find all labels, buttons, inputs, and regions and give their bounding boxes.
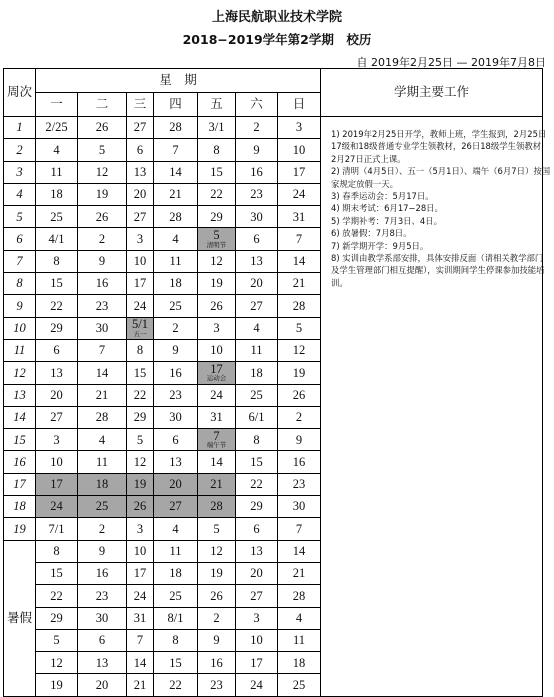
- day-cell: 18: [78, 473, 127, 495]
- weekday-header: 二: [78, 93, 127, 117]
- day-cell: 28: [154, 117, 198, 139]
- holiday-note: 运动会: [206, 375, 227, 383]
- day-cell: 5: [278, 317, 321, 339]
- day-cell: 28: [78, 406, 127, 428]
- day-cell: 14: [154, 161, 198, 183]
- day-cell: 13: [236, 540, 278, 562]
- day-cell: 8: [127, 339, 154, 361]
- day-cell: 18: [154, 273, 198, 295]
- day-cell: 23: [78, 585, 127, 607]
- weekday-header: 三: [127, 93, 154, 117]
- day-number: 7: [213, 428, 220, 443]
- day-cell: 20: [127, 183, 154, 205]
- day-cell: [127, 317, 154, 339]
- vacation-label: 暑假: [4, 540, 36, 696]
- day-cell: 3: [198, 317, 236, 339]
- day-cell: 10: [278, 139, 321, 161]
- day-cell: 3: [36, 429, 78, 451]
- day-cell: 4: [36, 139, 78, 161]
- day-cell: 9: [154, 339, 198, 361]
- day-cell: 13: [78, 652, 127, 674]
- day-cell: 15: [36, 273, 78, 295]
- day-cell: 28: [278, 585, 321, 607]
- weekday-header: 六: [236, 93, 278, 117]
- day-cell: 26: [78, 206, 127, 228]
- week-number: 13: [4, 384, 36, 406]
- day-cell: 18: [236, 362, 278, 384]
- day-cell: 21: [278, 562, 321, 584]
- day-cell: 2/25: [36, 117, 78, 139]
- day-cell: 2: [78, 518, 127, 540]
- week-number: 17: [4, 473, 36, 495]
- week-number: 1: [4, 117, 36, 139]
- day-cell: 5: [127, 429, 154, 451]
- day-number: 5: [213, 228, 220, 243]
- day-cell: 21: [198, 473, 236, 495]
- day-cell: 18: [278, 652, 321, 674]
- day-cell: 6: [236, 228, 278, 250]
- week-number-header: 周次: [4, 69, 36, 117]
- day-cell: 17: [36, 473, 78, 495]
- day-cell: 29: [36, 317, 78, 339]
- day-cell: 19: [36, 674, 78, 696]
- day-cell: 11: [36, 161, 78, 183]
- week-number: 14: [4, 406, 36, 428]
- day-cell: 5: [78, 139, 127, 161]
- week-number: 16: [4, 451, 36, 473]
- day-cell: 2: [236, 117, 278, 139]
- day-cell: 24: [198, 384, 236, 406]
- day-cell: 15: [198, 161, 236, 183]
- day-cell: 17: [127, 562, 154, 584]
- day-cell: 17: [236, 652, 278, 674]
- day-cell: 22: [127, 384, 154, 406]
- week-number: 11: [4, 339, 36, 361]
- holiday-note: 清明节: [206, 241, 227, 249]
- day-cell: 8: [154, 629, 198, 651]
- day-cell: 20: [78, 674, 127, 696]
- week-number: 15: [4, 429, 36, 451]
- day-cell: 21: [127, 674, 154, 696]
- day-cell: [198, 429, 236, 451]
- day-cell: 2: [198, 607, 236, 629]
- day-cell: 4: [78, 429, 127, 451]
- day-cell: 6/1: [236, 406, 278, 428]
- day-cell: 8: [36, 250, 78, 272]
- day-cell: 9: [78, 250, 127, 272]
- day-cell: 6: [78, 629, 127, 651]
- day-cell: 16: [78, 273, 127, 295]
- day-cell: 26: [278, 384, 321, 406]
- day-cell: 24: [236, 674, 278, 696]
- day-cell: 15: [36, 562, 78, 584]
- day-cell: 3: [127, 228, 154, 250]
- day-cell: 11: [278, 629, 321, 651]
- day-cell: 25: [236, 384, 278, 406]
- week-number: 3: [4, 161, 36, 183]
- week-number: 2: [4, 139, 36, 161]
- day-cell: 27: [36, 406, 78, 428]
- day-cell: 5: [198, 518, 236, 540]
- day-cell: 7/1: [36, 518, 78, 540]
- day-cell: 25: [154, 585, 198, 607]
- day-number: 17: [210, 361, 223, 376]
- day-cell: 11: [236, 339, 278, 361]
- day-cell: 12: [36, 652, 78, 674]
- weekday-header: 五: [198, 93, 236, 117]
- day-cell: 13: [154, 451, 198, 473]
- day-cell: 28: [198, 496, 236, 518]
- day-cell: 6: [236, 518, 278, 540]
- week-number: 12: [4, 362, 36, 384]
- day-cell: 6: [36, 339, 78, 361]
- day-cell: 27: [236, 585, 278, 607]
- day-cell: 22: [36, 295, 78, 317]
- day-cell: 15: [236, 451, 278, 473]
- day-cell: [198, 362, 236, 384]
- day-cell: 30: [236, 206, 278, 228]
- day-cell: 12: [278, 339, 321, 361]
- day-cell: 3/1: [198, 117, 236, 139]
- day-cell: 2: [154, 317, 198, 339]
- day-cell: 8: [236, 429, 278, 451]
- day-cell: 3: [236, 607, 278, 629]
- week-number: 18: [4, 496, 36, 518]
- day-cell: 22: [236, 473, 278, 495]
- day-cell: 9: [198, 629, 236, 651]
- week-number: 8: [4, 273, 36, 295]
- day-cell: 13: [236, 250, 278, 272]
- day-cell: 28: [278, 295, 321, 317]
- day-cell: 13: [127, 161, 154, 183]
- day-cell: 31: [278, 206, 321, 228]
- day-cell: 26: [127, 496, 154, 518]
- day-cell: 11: [78, 451, 127, 473]
- day-cell: 10: [36, 451, 78, 473]
- day-cell: 18: [154, 562, 198, 584]
- day-cell: 19: [78, 183, 127, 205]
- day-cell: 8: [36, 540, 78, 562]
- day-cell: 25: [154, 295, 198, 317]
- week-number: 10: [4, 317, 36, 339]
- day-cell: 7: [278, 518, 321, 540]
- day-cell: 16: [198, 652, 236, 674]
- day-cell: 24: [127, 585, 154, 607]
- day-cell: 21: [154, 183, 198, 205]
- day-cell: 23: [78, 295, 127, 317]
- weekday-header: 日: [278, 93, 321, 117]
- day-cell: 18: [36, 183, 78, 205]
- day-cell: 24: [36, 496, 78, 518]
- day-cell: 2: [78, 228, 127, 250]
- term-title: 2018−2019学年第2学期 校历: [182, 32, 372, 47]
- day-cell: 25: [278, 674, 321, 696]
- day-cell: 21: [278, 273, 321, 295]
- day-cell: 27: [154, 496, 198, 518]
- day-cell: 21: [78, 384, 127, 406]
- week-number: 5: [4, 206, 36, 228]
- day-cell: 6: [154, 429, 198, 451]
- day-cell: 12: [78, 161, 127, 183]
- day-cell: 17: [127, 273, 154, 295]
- day-cell: 22: [36, 585, 78, 607]
- day-cell: 15: [127, 362, 154, 384]
- day-cell: 7: [154, 139, 198, 161]
- day-cell: 23: [198, 674, 236, 696]
- day-cell: 14: [198, 451, 236, 473]
- day-cell: 23: [154, 384, 198, 406]
- day-cell: 20: [154, 473, 198, 495]
- day-cell: 8/1: [154, 607, 198, 629]
- day-cell: 30: [78, 317, 127, 339]
- weekday-group-header: 星 期: [36, 69, 321, 93]
- day-cell: 7: [78, 339, 127, 361]
- week-number: 19: [4, 518, 36, 540]
- day-cell: 19: [278, 362, 321, 384]
- day-cell: 4: [154, 228, 198, 250]
- day-cell: 22: [198, 183, 236, 205]
- week-number: 6: [4, 228, 36, 250]
- holiday-note: 五一: [133, 330, 147, 338]
- day-cell: 26: [198, 585, 236, 607]
- day-cell: 23: [278, 473, 321, 495]
- day-cell: 7: [278, 228, 321, 250]
- day-cell: 30: [154, 406, 198, 428]
- day-cell: 14: [278, 250, 321, 272]
- day-cell: 19: [198, 562, 236, 584]
- day-cell: 22: [154, 674, 198, 696]
- day-cell: 11: [154, 250, 198, 272]
- day-cell: 14: [278, 540, 321, 562]
- day-cell: 14: [78, 362, 127, 384]
- day-cell: 9: [278, 429, 321, 451]
- day-cell: 8: [198, 139, 236, 161]
- school-title: 上海民航职业技术学院: [211, 10, 342, 25]
- day-cell: 12: [198, 540, 236, 562]
- day-cell: 7: [127, 629, 154, 651]
- day-cell: 3: [127, 518, 154, 540]
- day-cell: 27: [127, 206, 154, 228]
- day-cell: 4: [154, 518, 198, 540]
- term-work-notes: 1) 2019年2月25日开学，教师上班，学生报到，2月25日17级和18级普通专业学生领教材，26日18级学生领教材，2月27日正式上课。 2) 清明（4月5日）、五一（5月1日）、端午（6月7日）按国家规定放假一天。 3) 春季运动会：5月17日。 4) 期末考试：6月17−28日。 5) 学期补考：7月3日、4日。 6) 放暑假：7月8日。 7) 新学期开学：9月5日。 8) 实训由教学系部安排，具体安排反面（请相关教学部门及学生管理部门相互提醒），实训期间学生停课参加技能培训。: [331, 129, 551, 288]
- day-cell: 9: [78, 540, 127, 562]
- day-cell: 10: [127, 540, 154, 562]
- day-cell: 2: [278, 406, 321, 428]
- holiday-note: 端午节: [206, 442, 227, 450]
- day-cell: 16: [78, 562, 127, 584]
- day-cell: 24: [127, 295, 154, 317]
- day-number: 5/1: [132, 317, 148, 332]
- day-cell: 25: [78, 496, 127, 518]
- day-cell: 10: [127, 250, 154, 272]
- day-cell: 31: [127, 607, 154, 629]
- day-cell: 9: [236, 139, 278, 161]
- day-cell: 16: [236, 161, 278, 183]
- day-cell: 4: [278, 607, 321, 629]
- day-cell: 10: [198, 339, 236, 361]
- day-cell: 27: [127, 117, 154, 139]
- day-cell: 27: [236, 295, 278, 317]
- day-cell: 30: [78, 607, 127, 629]
- day-cell: 17: [278, 161, 321, 183]
- day-cell: 5: [36, 629, 78, 651]
- day-cell: 30: [278, 496, 321, 518]
- date-range: 自 2019年2月25日 — 2019年7月8日: [356, 56, 546, 69]
- day-cell: 26: [198, 295, 236, 317]
- day-cell: 15: [154, 652, 198, 674]
- day-cell: 11: [154, 540, 198, 562]
- weekday-header: 一: [36, 93, 78, 117]
- day-cell: 13: [36, 362, 78, 384]
- day-cell: 29: [36, 607, 78, 629]
- day-cell: 3: [278, 117, 321, 139]
- day-cell: 19: [198, 273, 236, 295]
- day-cell: 20: [236, 273, 278, 295]
- day-cell: 10: [236, 629, 278, 651]
- week-number: 7: [4, 250, 36, 272]
- day-cell: 12: [127, 451, 154, 473]
- day-cell: 28: [154, 206, 198, 228]
- day-cell: 6: [127, 139, 154, 161]
- day-cell: 20: [36, 384, 78, 406]
- day-cell: 14: [127, 652, 154, 674]
- day-cell: 24: [278, 183, 321, 205]
- week-number: 9: [4, 295, 36, 317]
- day-cell: 29: [236, 496, 278, 518]
- day-cell: [198, 228, 236, 250]
- day-cell: 23: [236, 183, 278, 205]
- day-cell: 19: [127, 473, 154, 495]
- day-cell: 4: [236, 317, 278, 339]
- day-cell: 26: [78, 117, 127, 139]
- day-cell: 16: [278, 451, 321, 473]
- week-number: 4: [4, 183, 36, 205]
- work-header: 学期主要工作: [321, 69, 543, 117]
- day-cell: 29: [198, 206, 236, 228]
- day-cell: 25: [36, 206, 78, 228]
- day-cell: 29: [127, 406, 154, 428]
- day-cell: 31: [198, 406, 236, 428]
- day-cell: 20: [236, 562, 278, 584]
- day-cell: 4/1: [36, 228, 78, 250]
- day-cell: 12: [198, 250, 236, 272]
- day-cell: 16: [154, 362, 198, 384]
- weekday-header: 四: [154, 93, 198, 117]
